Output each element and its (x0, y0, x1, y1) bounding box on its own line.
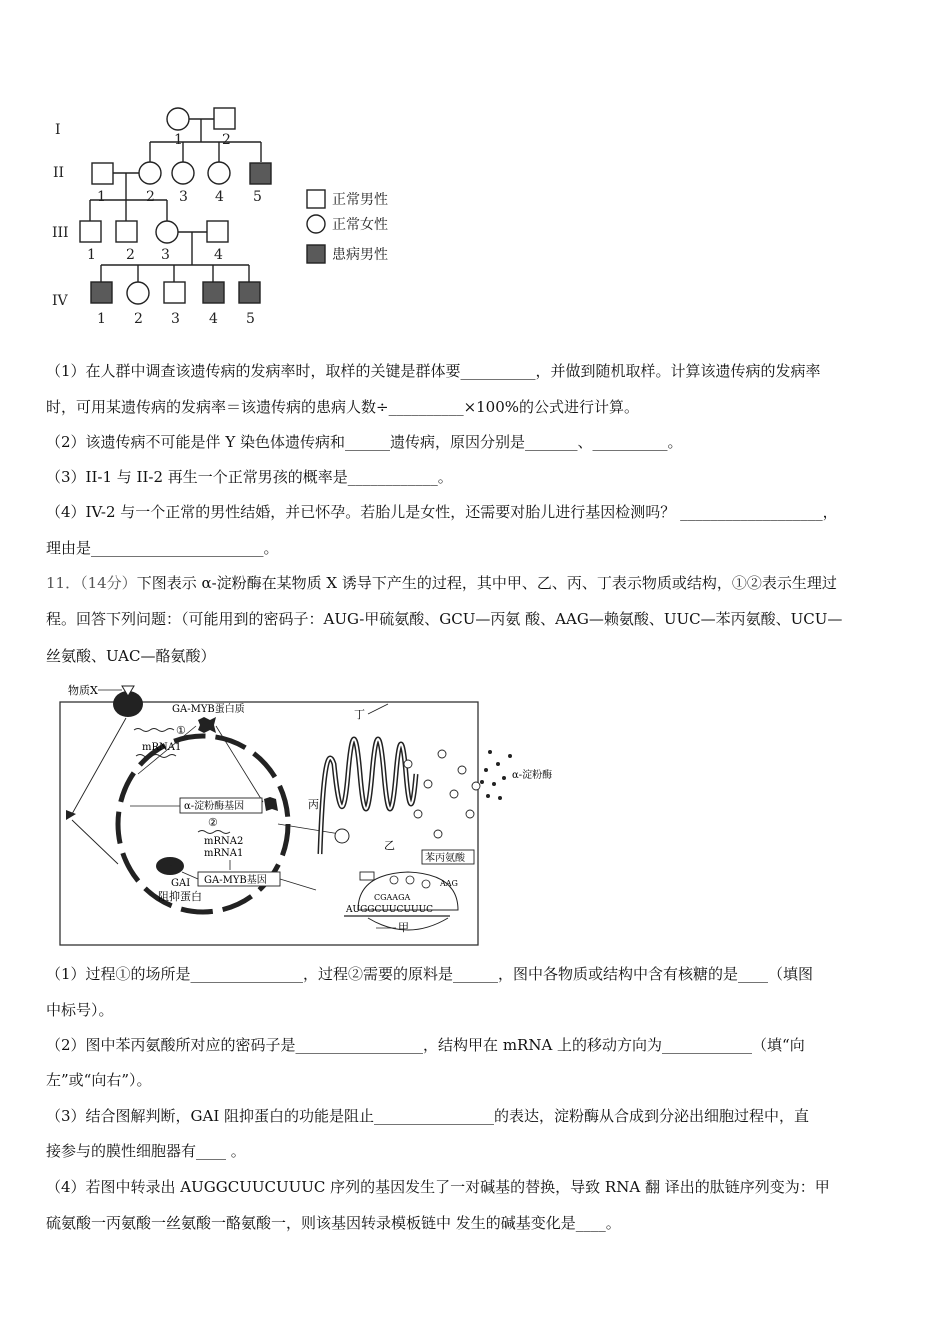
gen2-male-1 (92, 163, 113, 184)
gen4-num: 2 (134, 311, 143, 327)
gen1-num: 1 (174, 132, 183, 148)
gen3-num: 1 (87, 247, 96, 263)
substance-x-label: 物质X (68, 684, 98, 697)
q11-stem-line1 (46, 572, 837, 594)
gen2-num: 2 (146, 189, 155, 205)
anticodon-label: CGAAGA (374, 893, 411, 902)
gen-label-1: I (55, 122, 61, 138)
q11-part4-line2: 硫氨酸一丙氨酸一丝氨酸一酪氨酸一，则该基因转录模板链中 发生的碱基变化是____。 (46, 1214, 621, 1232)
q11-part3-line2: 接参与的膜性细胞器有____ 。 (46, 1142, 246, 1160)
yi-label: 乙 (384, 839, 395, 852)
q10-part1-line2: 时，可用某遗传病的发病率＝该遗传病的患病人数÷__________×100%的公式进行计算。 (46, 398, 640, 416)
amylase-label: α-淀粉酶 (512, 770, 553, 781)
amylase-diagram (58, 674, 583, 949)
mrna1-mid-label: mRNA1 (204, 848, 244, 859)
gen1-male-2 (214, 108, 235, 129)
trna-box (360, 872, 374, 880)
legend-normal-female: 正常女性 (332, 217, 388, 233)
pedigree-chart (40, 100, 420, 335)
gen1-num: 2 (222, 132, 231, 148)
process2-label: ② (208, 816, 218, 829)
q11-stem-text: 下图表示 α-淀粉酶在某物质 X 诱导下产生的过程，其中甲、乙、丙、丁表示物质或结构，①②表示生理过 (136, 574, 837, 592)
mrna-seq-label: AUGGCUUCUUUC (346, 905, 434, 915)
legend-affected-symbol (307, 245, 325, 263)
process1-label: ① (176, 724, 186, 737)
gen4-male-1-affected (91, 282, 112, 303)
gen4-female-2 (127, 282, 149, 304)
jia-label: 甲 (398, 921, 409, 934)
gen4-male-5-affected (239, 282, 260, 303)
gen-label-3: III (52, 225, 69, 241)
q11-stem-line2: 程。回答下列问题：（可能用到的密码子：AUG-甲硫氨酸、GCU—丙氨 酸、AAG—赖氨酸、UUC—苯丙氨酸、UCU— (46, 610, 843, 628)
q10-part4-line2: 理由是_______________________。 (46, 539, 279, 557)
gen3-male-2 (116, 221, 137, 242)
q10-part4-line1: （4）IV-2 与一个正常的男性结婚，并已怀孕。若胎儿是女性，还需要对胎儿进行基因检测吗？ ___________________， (46, 503, 838, 521)
legend-affected-male: 患病男性 (332, 247, 388, 263)
gen2-female-3 (172, 162, 194, 184)
q11-part1-line1: （1）过程①的场所是_______________，过程②需要的原料是______，图中各物质或结构中含有核糖的是____（填图 (46, 965, 814, 983)
aag-label: AAG (440, 879, 458, 888)
gen2-female-2 (139, 162, 161, 184)
gen4-num: 3 (171, 311, 180, 327)
q11-part2-line2: 左”或“向右”）。 (46, 1071, 152, 1089)
gen3-male-4 (207, 221, 228, 242)
q11-part2-line1: （2）图中苯丙氨酸所对应的密码子是_________________，结构甲在 mRNA 上的移动方向为____________（填“向 (46, 1036, 805, 1054)
myb-gene-label: GA-MYB基因 (204, 875, 267, 886)
gen-label-2: II (53, 165, 65, 181)
gen1-female-1 (167, 108, 189, 130)
q10-part3: （3）II-1 与 II-2 再生一个正常男孩的概率是____________。 (46, 468, 453, 486)
gen2-num: 5 (253, 189, 262, 205)
legend-normal-male: 正常男性 (332, 192, 388, 208)
gen2-male-5-affected (250, 163, 271, 184)
ding-label: 丁 (354, 708, 365, 721)
gen4-num: 4 (209, 311, 218, 327)
gen4-male-3 (164, 282, 185, 303)
gen2-num: 3 (179, 189, 188, 205)
bing-label: 丙 (308, 798, 319, 811)
gen3-num: 2 (126, 247, 135, 263)
q10-part2: （2）该遗传病不可能是伴 Y 染色体遗传病和______遗传病，原因分别是_______、__________。 (46, 433, 683, 451)
endoplasmic-reticulum (320, 739, 416, 854)
gen3-male-1 (80, 221, 101, 242)
phe-label: 苯丙氨酸 (425, 853, 465, 864)
gen2-female-4 (208, 162, 230, 184)
q11-part4-line1: （4）若图中转录出 AUGGCUUCUUUC 序列的基因发生了一对碱基的替换，导致 RNA 翻 译出的肽链序列变为：甲 (46, 1178, 830, 1196)
gai-label: GAI (171, 878, 191, 889)
legend-male-symbol (307, 190, 325, 208)
q11-part3-line1: （3）结合图解判断，GAI 阻抑蛋白的功能是阻止________________的表达，淀粉酶从合成到分泌出细胞过程中，直 (46, 1107, 810, 1125)
bound-protein (264, 797, 278, 811)
q11-number: 11．（14分） (46, 574, 137, 592)
gen4-male-4-affected (203, 282, 224, 303)
q10-part1-line1: （1）在人群中调查该遗传病的发病率时，取样的关键是群体要__________，并做到随机取样。计算该遗传病的发病率 (46, 362, 821, 380)
left-arrow-head (66, 810, 76, 820)
gen2-num: 1 (97, 189, 106, 205)
gen4-num: 1 (97, 311, 106, 327)
gen-label-4: IV (52, 293, 68, 309)
gen3-num: 4 (214, 247, 223, 263)
q11-stem-line3: 丝氨酸、UAC—酪氨酸） (46, 647, 216, 665)
q11-part1-line2: 中标号）。 (46, 1001, 114, 1019)
gen4-num: 5 (246, 311, 255, 327)
protein-shape (198, 717, 216, 733)
gen2-num: 4 (215, 189, 224, 205)
mrna2-label: mRNA2 (204, 836, 244, 847)
ribosome-small (335, 829, 349, 843)
alpha-gene-label: α-淀粉酶基因 (184, 801, 245, 812)
gen3-female-3 (156, 221, 178, 243)
gen3-num: 3 (161, 247, 170, 263)
protein-label: GA-MYB蛋白质 (172, 704, 245, 715)
legend-female-symbol (307, 215, 325, 233)
gai-protein-label: 阻抑蛋白 (158, 890, 202, 903)
mrna1-top-label: mRNA1 (142, 742, 182, 753)
